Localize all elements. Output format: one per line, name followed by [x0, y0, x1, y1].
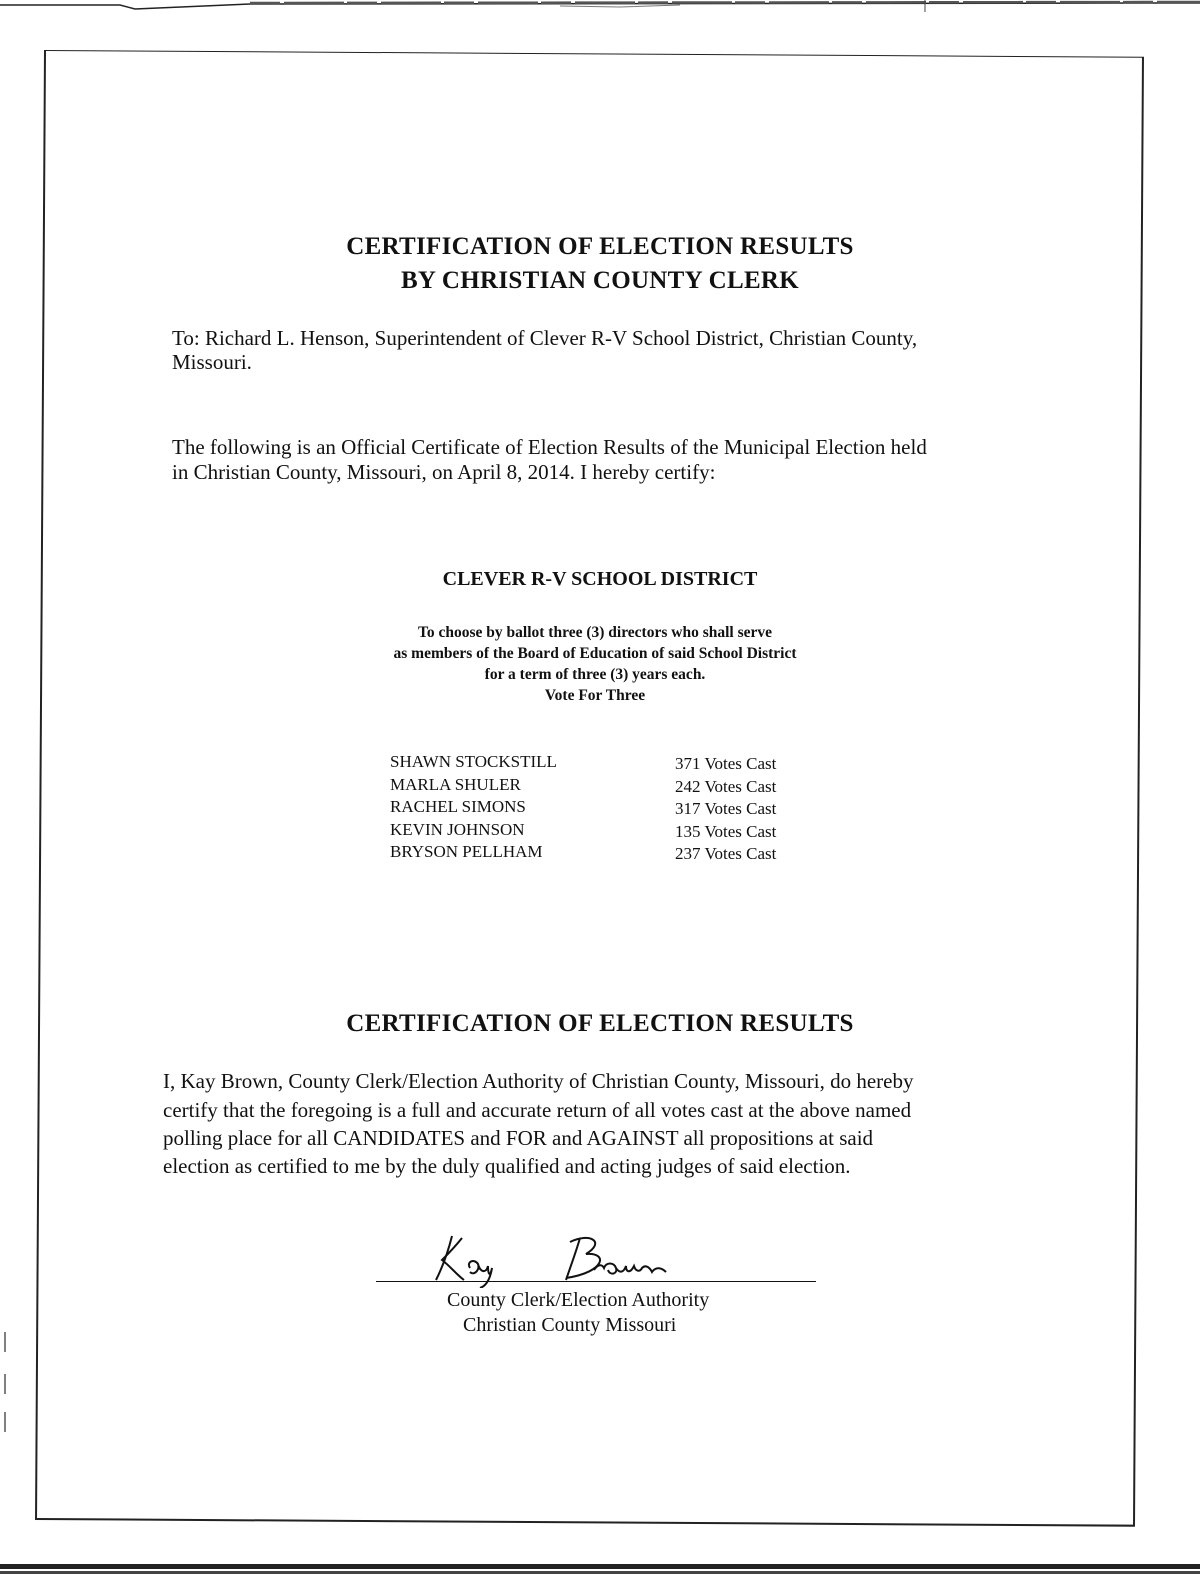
- addressee-line-2: Missouri.: [172, 350, 252, 374]
- scan-edge-top: [0, 0, 1200, 14]
- result-row: [390, 775, 810, 798]
- result-row: [390, 752, 810, 775]
- signer-title: County Clerk/Election Authority: [447, 1289, 710, 1311]
- result-row: [390, 820, 810, 843]
- candidate-name: RACHEL SIMONS: [390, 797, 526, 816]
- candidate-name: SHAWN STOCKSTILL: [390, 752, 557, 771]
- scan-margin-marks: [0, 1330, 12, 1440]
- vote-count: 237 Votes Cast: [675, 844, 777, 863]
- vote-count: 242 Votes Cast: [675, 776, 777, 796]
- certification-heading: CERTIFICATION OF ELECTION RESULTS: [346, 1010, 854, 1037]
- results-list: [390, 752, 810, 865]
- candidate-name: BRYSON PELLHAM: [390, 842, 543, 861]
- certification-line-1: I, Kay Brown, County Clerk/Election Authority of Christian County, Missouri, do hereby: [163, 1069, 914, 1093]
- district-heading: CLEVER R-V SCHOOL DISTRICT: [442, 568, 758, 590]
- intro-line-2: in Christian County, Missouri, on April 8, 2014. I hereby certify:: [172, 460, 716, 484]
- signer-county: Christian County Missouri: [463, 1314, 677, 1336]
- certification-line-2: certify that the foregoing is a full and accurate return of all votes cast at the above named: [163, 1098, 912, 1122]
- handwritten-signature: [430, 1228, 730, 1288]
- vote-count: 371 Votes Cast: [675, 754, 777, 773]
- scan-edge-bottom: [0, 1558, 1200, 1580]
- document-subtitle: BY CHRISTIAN COUNTY CLERK: [400, 267, 800, 294]
- result-row: [390, 797, 810, 820]
- ballot-desc-line-1: To choose by ballot three (3) directors who shall serve: [417, 624, 773, 641]
- vote-count: 317 Votes Cast: [675, 799, 777, 818]
- certification-line-3: polling place for all CANDIDATES and FOR and AGAINST all propositions at said: [163, 1126, 874, 1150]
- ballot-desc-line-2: as members of the Board of Education of said School District: [393, 645, 797, 662]
- addressee-line-1: To: Richard L. Henson, Superintendent of Clever R-V School District, Christian County,: [172, 326, 918, 350]
- intro-line-1: The following is an Official Certificate of Election Results of the Municipal Election held: [172, 435, 927, 459]
- ballot-desc-line-3: for a term of three (3) years each.: [484, 666, 706, 683]
- result-row: [390, 842, 810, 865]
- document-title: CERTIFICATION OF ELECTION RESULTS: [346, 233, 854, 260]
- candidate-name: KEVIN JOHNSON: [390, 819, 525, 839]
- ballot-desc-line-4: Vote For Three: [544, 687, 646, 704]
- ballot-description: [330, 622, 860, 706]
- candidate-name: MARLA SHULER: [390, 774, 521, 794]
- certification-line-4: election as certified to me by the duly qualified and acting judges of said election.: [163, 1154, 851, 1178]
- vote-count: 135 Votes Cast: [675, 821, 777, 841]
- signature-line: [376, 1281, 816, 1282]
